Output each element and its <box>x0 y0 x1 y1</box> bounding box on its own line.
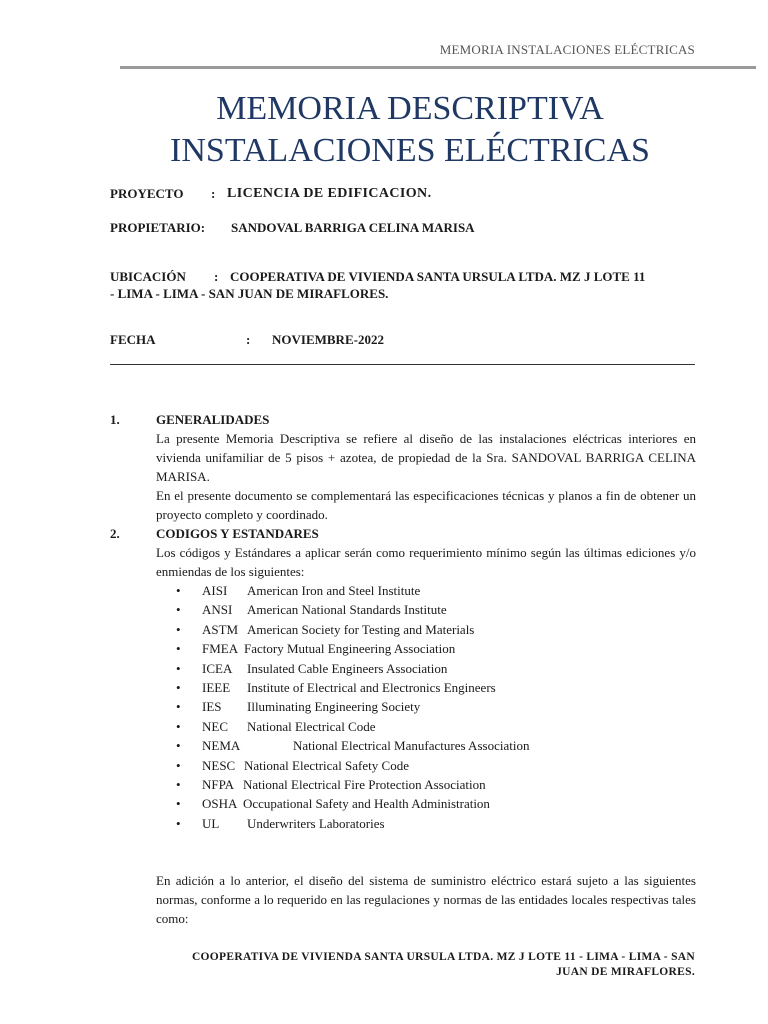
standard-code: ANSI <box>202 602 233 618</box>
ubicacion-value-line-2: - LIMA - LIMA - SAN JUAN DE MIRAFLORES. <box>110 286 389 301</box>
section-1-paragraph-2: En el presente documento se complementará las especificaciones técnicas y planos a fin de obtener un proyecto completo y coordinado. <box>156 488 696 522</box>
bullet: • <box>176 583 181 598</box>
standard-name: Factory Mutual Engineering Association <box>244 641 456 657</box>
standard-code: NEMA <box>202 738 241 754</box>
standard-name: National Electrical Code <box>247 718 376 734</box>
standard-name: Underwriters Laboratories <box>247 815 385 831</box>
standard-name: Institute of Electrical and Electronics Engineers <box>247 679 496 695</box>
bullet: • <box>176 621 181 637</box>
bullet: • <box>176 776 181 792</box>
standard-code: IES <box>202 699 222 715</box>
standard-code: OSHA <box>202 796 238 812</box>
standard-code: UL <box>202 815 220 831</box>
standard-name: American Iron and Steel Institute <box>247 583 421 598</box>
standard-name: National Electrical Fire Protection Association <box>243 776 486 792</box>
fecha-colon: : <box>246 332 251 347</box>
standard-code: NESC <box>202 757 236 773</box>
proyecto-label: PROYECTO <box>110 186 184 201</box>
standard-code: FMEA <box>202 641 239 657</box>
ubicacion-colon: : <box>214 269 219 284</box>
footer-line-2: JUAN DE MIRAFLORES. <box>556 966 695 978</box>
bullet: • <box>176 641 181 657</box>
section-2-heading <box>110 524 319 543</box>
standard-code: IEEE <box>202 679 231 695</box>
ubicacion-label: UBICACIÓN <box>110 269 186 284</box>
meta-row-propietario <box>110 220 475 236</box>
standard-name: Occupational Safety and Health Administration <box>243 796 490 812</box>
bullet: • <box>176 660 181 676</box>
propietario-label: PROPIETARIO: <box>110 220 206 235</box>
standard-name: American Society for Testing and Materials <box>247 621 475 637</box>
standard-code: AISI <box>202 583 228 598</box>
title-line-1: MEMORIA DESCRIPTIVA <box>216 90 604 127</box>
fecha-value: NOVIEMBRE-2022 <box>272 332 384 347</box>
standard-name: Insulated Cable Engineers Association <box>247 660 448 676</box>
meta-divider <box>110 364 695 365</box>
bullet: • <box>176 757 181 773</box>
meta-row-fecha <box>110 332 384 348</box>
section-1-paragraph-1: La presente Memoria Descriptiva se refiere al diseño de las instalaciones eléctricas interiores en vivienda unifamiliar de 5 pisos + azotea, de propiedad de la Sra. SANDOVAL BARRIGA CELINA MARISA. <box>156 431 696 484</box>
header-rule <box>120 66 756 69</box>
running-header: MEMORIA INSTALACIONES ELÉCTRICAS <box>439 42 695 57</box>
standard-name: Illuminating Engineering Society <box>247 699 421 715</box>
standard-code: ASTM <box>202 621 239 637</box>
ubicacion-value-line-1: COOPERATIVA DE VIVIENDA SANTA URSULA LTDA. MZ J LOTE 11 <box>230 269 646 284</box>
title-line-2: INSTALACIONES ELÉCTRICAS <box>170 132 650 169</box>
standard-name: National Electrical Safety Code <box>244 757 409 773</box>
footer-line-1: COOPERATIVA DE VIVIENDA SANTA URSULA LTDA. MZ J LOTE 11 - LIMA - LIMA - SAN <box>191 951 695 963</box>
propietario-value: SANDOVAL BARRIGA CELINA MARISA <box>231 220 475 235</box>
standard-name: National Electrical Manufactures Association <box>293 738 530 754</box>
bullet: • <box>176 796 181 812</box>
page-footer <box>135 950 695 980</box>
bullet: • <box>176 738 181 754</box>
fecha-label: FECHA <box>110 332 156 347</box>
meta-row-proyecto <box>110 186 432 202</box>
bullet: • <box>176 718 181 734</box>
bullet: • <box>176 815 181 831</box>
bullet: • <box>176 679 181 695</box>
meta-row-ubicacion <box>110 269 695 302</box>
standard-code: ICEA <box>202 660 233 676</box>
bullet: • <box>176 602 181 618</box>
section-2-number: 2. <box>110 526 120 541</box>
section-2-intro: Los códigos y Estándares a aplicar serán como requerimiento mínimo según las últimas ediciones y/o enmiendas de los siguientes: <box>156 545 696 579</box>
bullet: • <box>176 699 181 715</box>
section-2-closing-paragraph: En adición a lo anterior, el diseño del sistema de suministro eléctrico estará sujeto a las siguientes normas, conforme a lo requerido en las regulaciones y normas de las entidades locales respectivas tales como: <box>156 873 696 926</box>
standard-code: NFPA <box>202 776 235 792</box>
section-1-number: 1. <box>110 412 120 427</box>
proyecto-colon: : <box>211 186 216 201</box>
section-1-title: GENERALIDADES <box>156 412 270 427</box>
document-title <box>110 88 710 172</box>
standard-name: American National Standards Institute <box>247 602 447 618</box>
proyecto-value: LICENCIA DE EDIFICACION. <box>227 186 432 201</box>
section-2-title: CODIGOS Y ESTANDARES <box>156 526 319 541</box>
standard-code: NEC <box>202 718 228 734</box>
section-1-heading <box>110 410 269 429</box>
